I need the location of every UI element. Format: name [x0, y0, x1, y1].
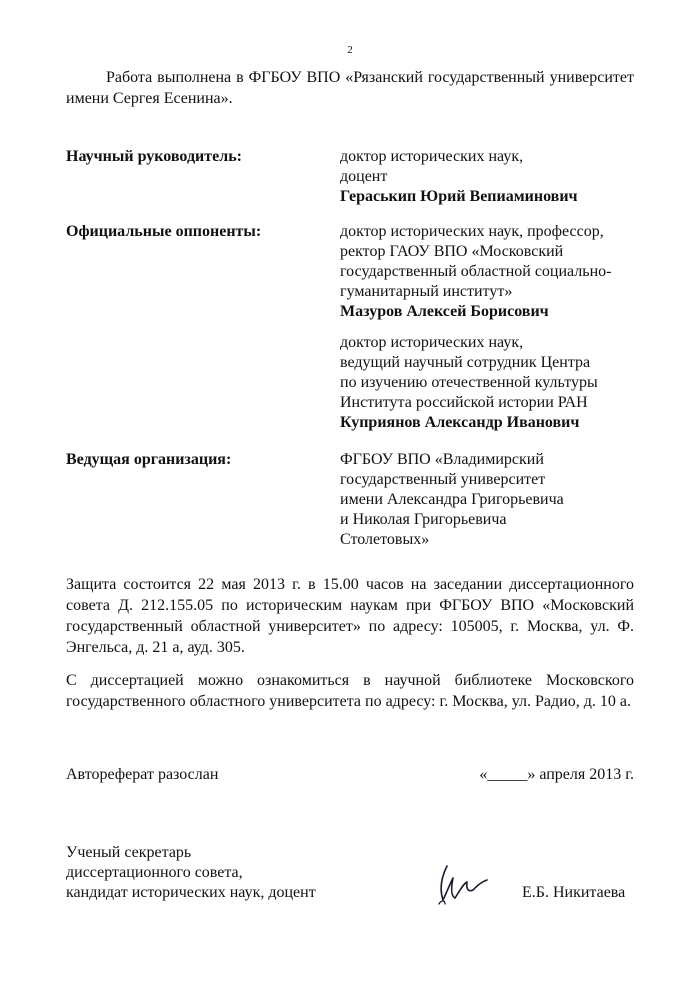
- secretary-line: Ученый секретарь: [66, 844, 192, 861]
- lead-org-label: Ведущая организация:: [66, 451, 232, 468]
- opponent-line: гуманитарный институт»: [340, 283, 513, 300]
- secretary-line: диссертационного совета,: [66, 864, 243, 881]
- opponent-line: по изучению отечественной культуры: [340, 374, 598, 391]
- opponent-line: государственный областной социально-: [340, 263, 612, 280]
- defense-paragraph: Защита состоится 22 мая 2013 г. в 15.00 часов на заседании диссертационного совета Д. 212.155.05 по историческим наукам при ФГБОУ ВПО «Московский государственный областной университет» по адресу: 105005, г. Москва, ул. Ф. Энгельса, д. 21 а, ауд. 305.: [66, 576, 634, 656]
- supervisor-line: доцент: [340, 168, 388, 185]
- lead-org-line: ФГБОУ ВПО «Владимирский: [340, 451, 544, 468]
- opponent-1-info: [340, 222, 640, 322]
- lead-org-line: государственный университет: [340, 471, 546, 488]
- opponent-line: Института российской истории РАН: [340, 394, 588, 411]
- opponent-line: доктор исторических наук,: [340, 334, 524, 351]
- lead-org-line: Столетовых»: [340, 531, 430, 548]
- lead-org-info: [340, 450, 640, 550]
- mailing-date: «_____» апреля 2013 г.: [479, 766, 634, 783]
- lead-org-line: имени Александра Григорьевича: [340, 491, 564, 508]
- library-paragraph: С диссертацией можно ознакомиться в научной библиотеке Московского государственного областного университета по адресу: г. Москва, ул. Радио, д. 10 а.: [66, 672, 634, 710]
- secretary-line: кандидат исторических наук, доцент: [66, 884, 316, 901]
- opponent-1-name: Мазуров Алексей Борисович: [340, 303, 549, 320]
- opponent-line: ведущий научный сотрудник Центра: [340, 354, 591, 371]
- secretary-name: Е.Б. Никитаева: [522, 884, 626, 901]
- lead-org-line: и Николая Григорьевича: [340, 511, 507, 528]
- supervisor-name: Гераськип Юрий Вепиаминович: [340, 188, 578, 205]
- supervisor-label: Научный руководитель:: [66, 148, 242, 165]
- mailing-label: Автореферат разослан: [66, 766, 219, 783]
- page-number: 2: [347, 44, 353, 56]
- intro-paragraph: Работа выполнена в ФГБОУ ВПО «Рязанский государственный университет имени Сергея Есенина».: [66, 69, 634, 107]
- opponent-2-name: Куприянов Александр Иванович: [340, 414, 580, 431]
- opponent-line: ректор ГАОУ ВПО «Московский: [340, 243, 564, 260]
- supervisor-line: доктор исторических наук,: [340, 148, 524, 165]
- signature: [433, 860, 493, 910]
- opponent-line: доктор исторических наук, профессор,: [340, 223, 604, 240]
- opponents-label: Официальные оппоненты:: [66, 223, 262, 240]
- opponent-2-info: [340, 333, 640, 433]
- supervisor-info: [340, 147, 640, 207]
